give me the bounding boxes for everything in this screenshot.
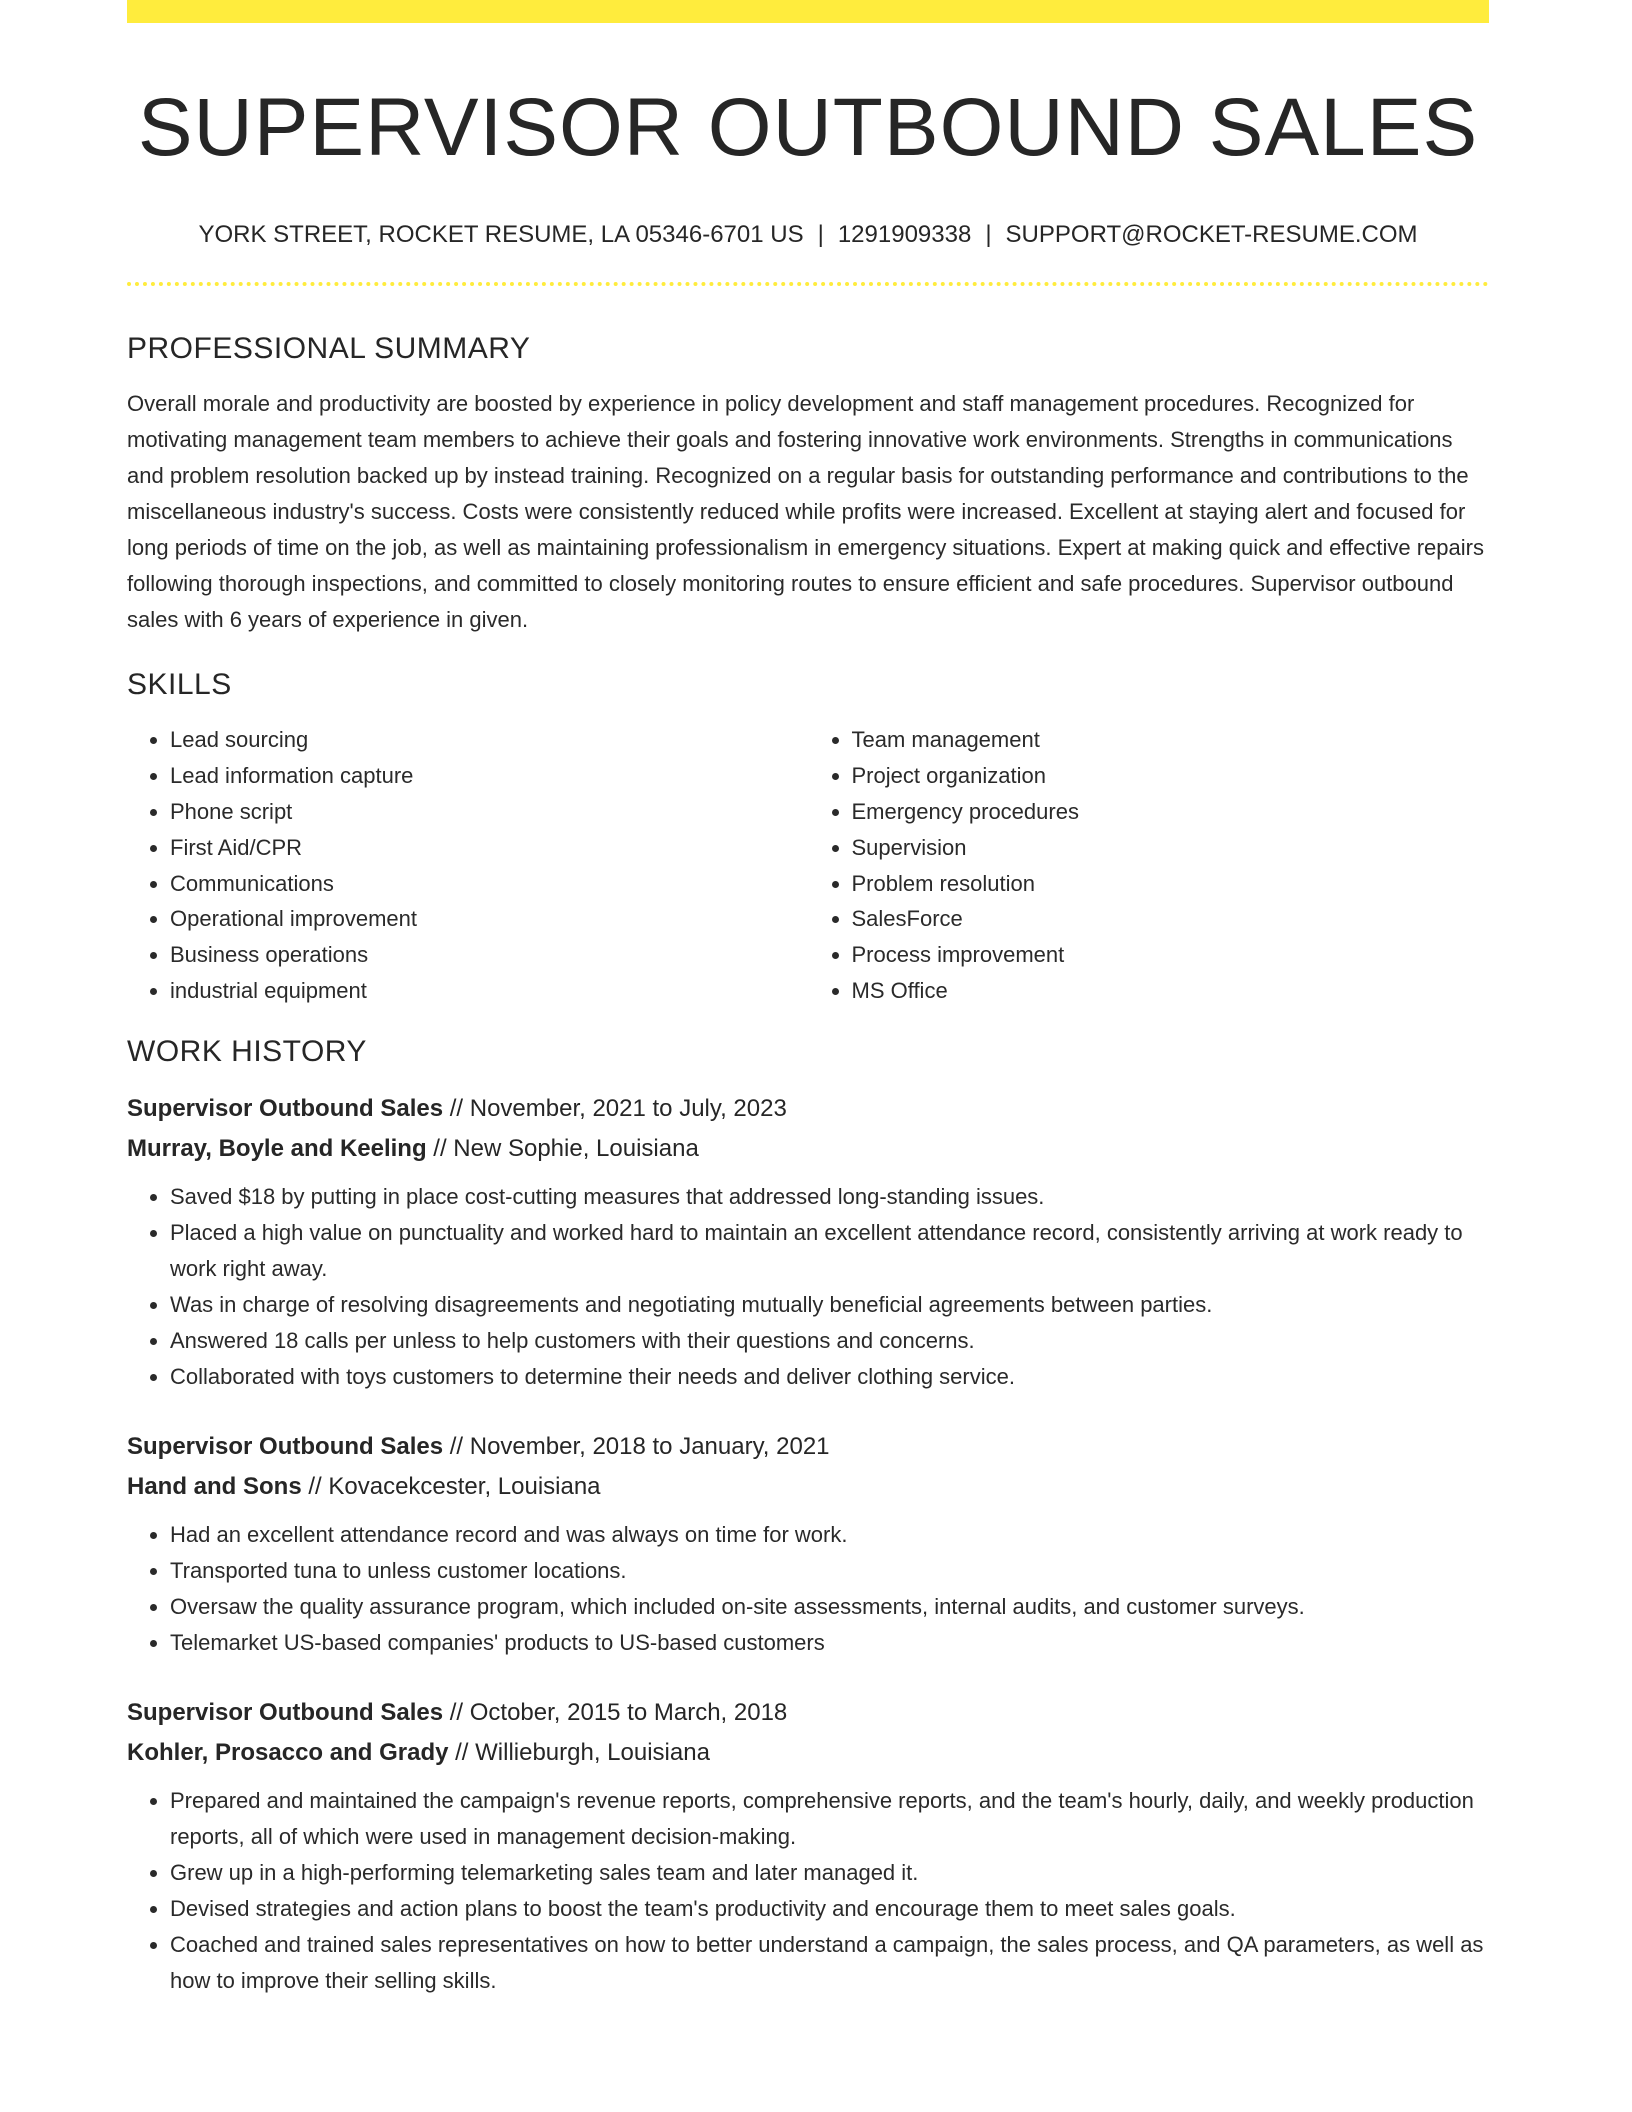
contact-separator: | [985, 221, 992, 249]
job-dates: // November, 2018 to January, 2021 [443, 1432, 830, 1460]
contact-phone: 1291909338 [837, 221, 972, 249]
job-location: // New Sophie, Louisiana [426, 1134, 699, 1162]
skills-heading: SKILLS [127, 668, 232, 702]
job-bullet: • Prepared and maintained the campaign's revenue reports, comprehensive reports, and the team's hourly, daily, and weekly production reports, all of which were used in management decision-making. [170, 1783, 1489, 1855]
job-role: Supervisor Outbound Sales [127, 1094, 444, 1122]
job-bullet: • Was in charge of resolving disagreements and negotiating mutually beneficial agreements between parties. [170, 1287, 1489, 1323]
job-dates: // November, 2021 to July, 2023 [443, 1094, 787, 1122]
job-location: // Kovacekcester, Louisiana [301, 1472, 601, 1500]
job-entry [127, 1693, 1489, 1999]
skills-left-column [127, 722, 808, 1008]
skill-item: • First Aid/CPR [170, 830, 808, 866]
job-company-line [127, 1129, 1489, 1169]
job-location: // Willieburgh, Louisiana [448, 1738, 710, 1766]
job-title-line [127, 1089, 1489, 1129]
job-bullet: • Collaborated with toys customers to determine their needs and deliver clothing service. [170, 1359, 1489, 1395]
job-bullet: • Saved $18 by putting in place cost-cutting measures that addressed long-standing issues. [170, 1179, 1489, 1215]
job-entry [127, 1089, 1489, 1395]
skill-item: • Team management [852, 722, 1490, 758]
skill-item: • SalesForce [852, 901, 1490, 937]
job-bullet: • Had an excellent attendance record and was always on time for work. [170, 1517, 1489, 1553]
job-title-line [127, 1693, 1489, 1733]
job-bullets [127, 1179, 1489, 1395]
contact-address: YORK STREET, ROCKET RESUME, LA 05346-6701 US [198, 221, 804, 249]
job-bullets [127, 1517, 1489, 1661]
job-role: Supervisor Outbound Sales [127, 1432, 444, 1460]
skills-grid [127, 722, 1489, 1008]
skill-item: • Process improvement [852, 937, 1490, 973]
job-company-line [127, 1467, 1489, 1507]
skill-item: • industrial equipment [170, 973, 808, 1009]
summary-text: Overall morale and productivity are boosted by experience in policy development and staff management procedures. Recognized for motivating management team members to achieve their goals and fostering innovative work environments. Strengths in communications and problem resolution backed up by instead training. Recognized on a regular basis for outstanding performance and contributions to the miscellaneous industry's success. Costs were consistently reduced while profits were increased. Excellent at staying alert and focused for long periods of time on the job, as well as maintaining professionalism in emergency situations. Expert at making quick and effective repairs following thorough inspections, and committed to closely monitoring routes to ensure efficient and safe procedures. Supervisor outbound sales with 6 years of experience in given. [127, 391, 1484, 633]
resume-page [127, 0, 1489, 1999]
contact-separator: | [817, 221, 824, 249]
job-company: Hand and Sons [127, 1472, 302, 1500]
skill-item: • Lead information capture [170, 758, 808, 794]
job-bullet: • Telemarket US-based companies' products to US-based customers [170, 1625, 1489, 1661]
contact-email: SUPPORT@ROCKET-RESUME.COM [1005, 221, 1418, 249]
dotted-divider [127, 282, 1489, 286]
skill-item: • Business operations [170, 937, 808, 973]
job-role: Supervisor Outbound Sales [127, 1698, 444, 1726]
job-entry [127, 1427, 1489, 1661]
skill-item: • Lead sourcing [170, 722, 808, 758]
resume-name: SUPERVISOR OUTBOUND SALES [137, 82, 1479, 173]
skill-item: • Project organization [852, 758, 1490, 794]
job-company: Kohler, Prosacco and Grady [127, 1738, 449, 1766]
job-company-line [127, 1733, 1489, 1773]
job-bullet: • Devised strategies and action plans to boost the team's productivity and encourage them to meet sales goals. [170, 1891, 1489, 1927]
job-company: Murray, Boyle and Keeling [127, 1134, 427, 1162]
contact-line [127, 219, 1489, 250]
job-dates: // October, 2015 to March, 2018 [443, 1698, 788, 1726]
skill-item: • Emergency procedures [852, 794, 1490, 830]
job-bullet: • Placed a high value on punctuality and worked hard to maintain an excellent attendance record, consistently arriving at work ready to work right away. [170, 1215, 1489, 1287]
job-bullet: • Transported tuna to unless customer locations. [170, 1553, 1489, 1589]
job-bullets [127, 1783, 1489, 1999]
skill-item: • MS Office [852, 973, 1490, 1009]
summary-heading: PROFESSIONAL SUMMARY [127, 332, 531, 366]
skill-item: • Communications [170, 866, 808, 902]
job-bullet: • Coached and trained sales representatives on how to better understand a campaign, the sales process, and QA parameters, as well as how to improve their selling skills. [170, 1927, 1489, 1999]
top-accent-bar [127, 0, 1489, 23]
skill-item: • Operational improvement [170, 901, 808, 937]
work-history-heading: WORK HISTORY [127, 1034, 367, 1068]
skill-item: • Phone script [170, 794, 808, 830]
skill-item: • Problem resolution [852, 866, 1490, 902]
job-bullet: • Answered 18 calls per unless to help customers with their questions and concerns. [170, 1323, 1489, 1359]
job-title-line [127, 1427, 1489, 1467]
job-bullet: • Oversaw the quality assurance program, which included on-site assessments, internal audits, and customer surveys. [170, 1589, 1489, 1625]
job-bullet: • Grew up in a high-performing telemarketing sales team and later managed it. [170, 1855, 1489, 1891]
skills-right-column [808, 722, 1490, 1008]
skill-item: • Supervision [852, 830, 1490, 866]
